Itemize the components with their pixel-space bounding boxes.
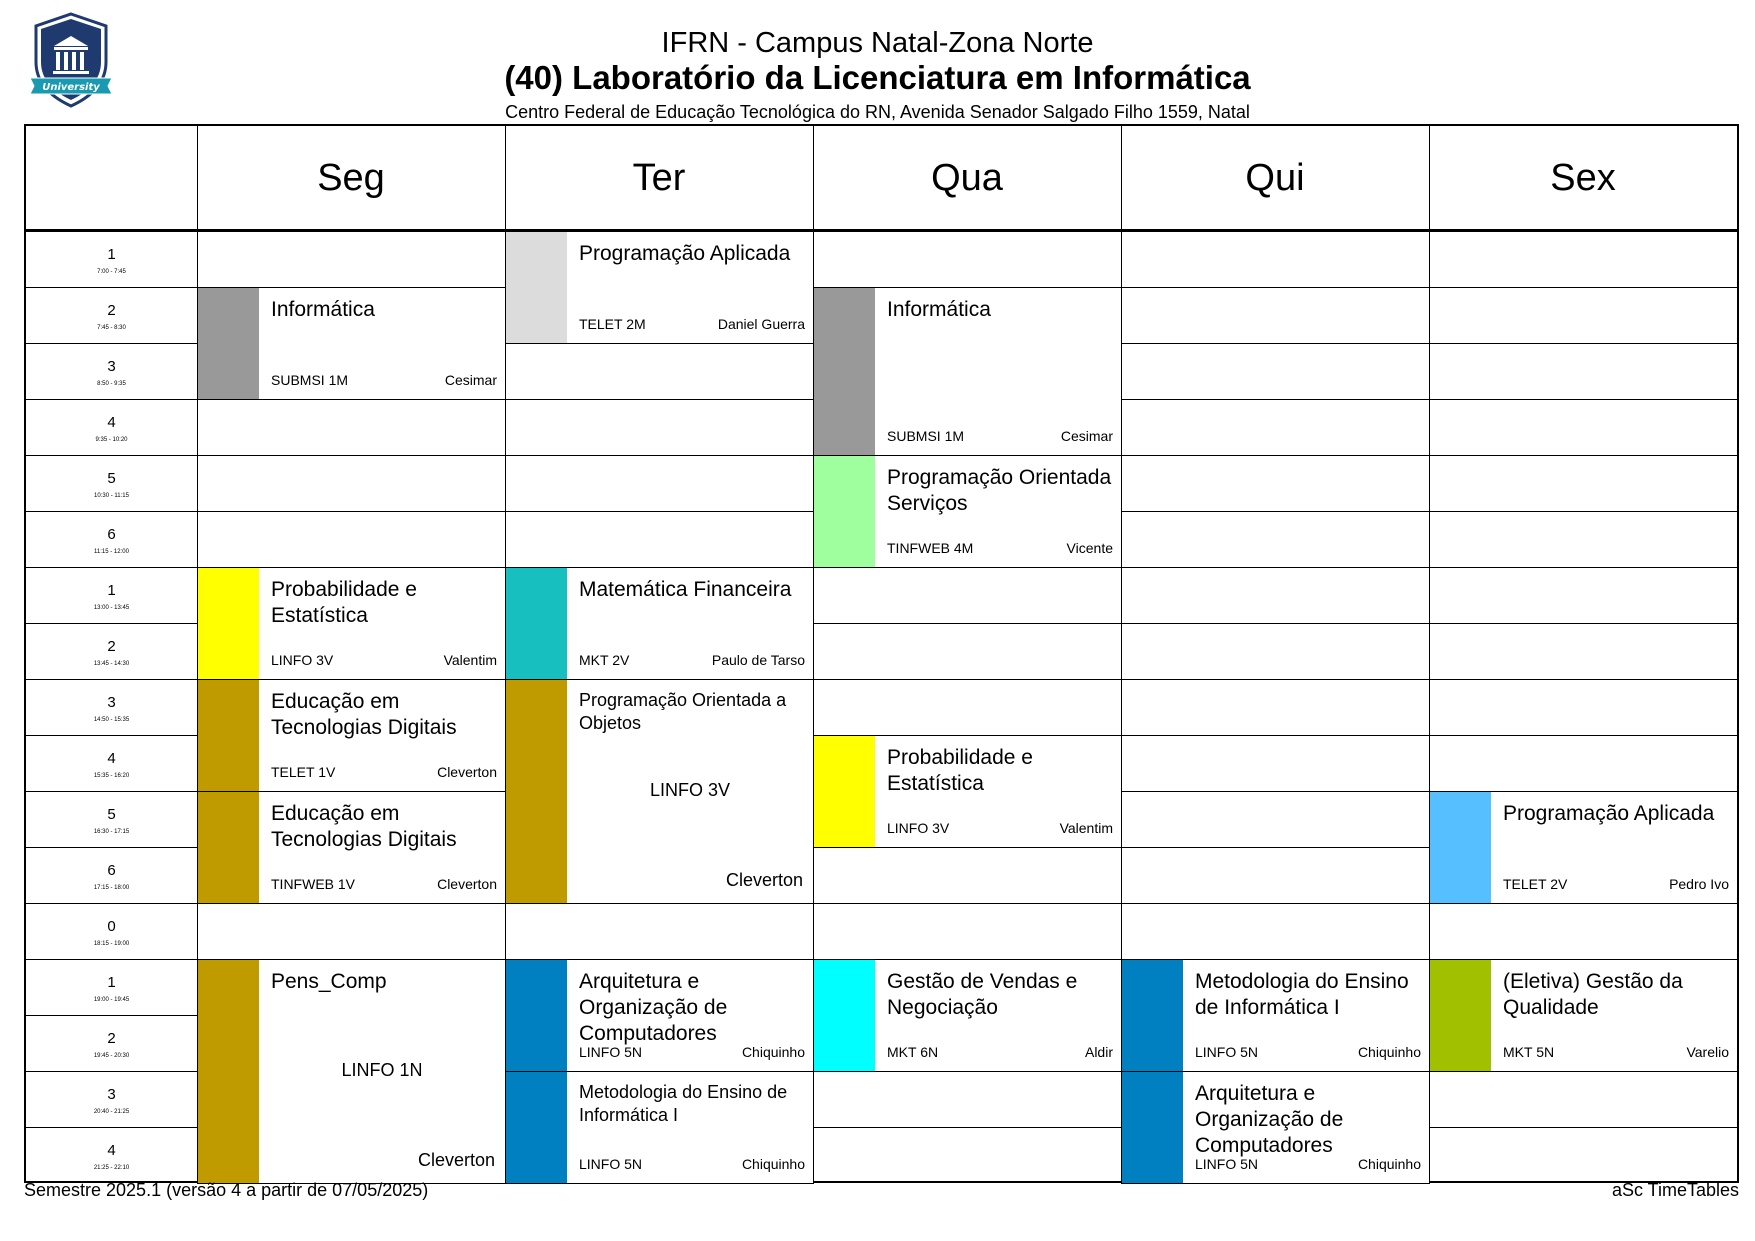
period-number: 2 — [107, 302, 116, 319]
period-number: 4 — [107, 414, 116, 431]
lesson-teacher: Cleverton — [417, 1150, 495, 1170]
lesson-teacher: Chiquinho — [1357, 1044, 1421, 1060]
lesson-card[interactable] — [505, 1071, 814, 1184]
lesson-card[interactable] — [813, 735, 1122, 848]
period-number: 1 — [107, 246, 116, 263]
lesson-teacher: Valentim — [1059, 820, 1113, 836]
lesson-card[interactable] — [505, 567, 814, 680]
period-time: 16:30 - 17:15 — [93, 829, 130, 835]
header-divider — [26, 229, 1737, 232]
subject-color-bar — [506, 680, 567, 903]
lesson-subject: Arquitetura e Organização de Computadores — [1195, 1082, 1344, 1157]
lesson-group: TINFWEB 1V — [271, 876, 356, 892]
lesson-group: SUBMSI 1M — [887, 428, 965, 444]
footer-software: aSc TimeTables — [1611, 1180, 1739, 1200]
period-number: 6 — [107, 862, 116, 879]
lesson-group: LINFO 5N — [1195, 1044, 1259, 1060]
period-time: 8:50 - 9:35 — [97, 381, 126, 387]
period-number: 5 — [107, 806, 116, 823]
period-number: 0 — [107, 918, 116, 935]
address-subtitle: Centro Federal de Educação Tecnológica do RN, Avenida Senador Salgado Filho 1559, Natal — [505, 102, 1250, 122]
lesson-group: MKT 2V — [579, 652, 630, 668]
period-time: 13:45 - 14:30 — [93, 661, 130, 667]
lesson-teacher: Varelio — [1686, 1044, 1729, 1060]
lesson-teacher: Pedro Ivo — [1669, 876, 1729, 892]
lesson-card[interactable] — [197, 791, 506, 904]
lesson-subject: Educação em Tecnologias Digitais — [271, 802, 457, 851]
period-label — [26, 847, 197, 903]
period-time: 11:15 - 12:00 — [94, 549, 129, 555]
period-label — [26, 343, 197, 399]
period-number: 6 — [107, 526, 116, 543]
lesson-group: MKT 5N — [1503, 1044, 1555, 1060]
subject-color-bar — [198, 568, 259, 679]
period-label — [26, 1127, 197, 1183]
subject-color-bar — [198, 288, 259, 399]
period-number: 2 — [107, 1030, 116, 1047]
period-time: 15:35 - 16:20 — [93, 773, 130, 779]
lesson-card[interactable] — [197, 679, 506, 792]
lesson-card[interactable] — [197, 287, 506, 400]
lesson-teacher: Chiquinho — [741, 1044, 805, 1060]
subject-color-bar — [814, 288, 875, 455]
lesson-card[interactable] — [813, 287, 1122, 456]
period-time: 14:50 - 15:35 — [93, 717, 130, 723]
lesson-teacher: Paulo de Tarso — [711, 652, 805, 668]
lesson-subject: Probabilidade e Estatística — [271, 578, 417, 627]
lesson-subject: Programação Orientada a Objetos — [579, 690, 787, 733]
period-time: 20:40 - 21:25 — [93, 1109, 130, 1115]
lesson-group: LINFO 5N — [1195, 1156, 1259, 1172]
lesson-teacher: Chiquinho — [741, 1156, 805, 1172]
period-time: 19:45 - 20:30 — [93, 1053, 130, 1059]
period-number: 3 — [107, 694, 116, 711]
lesson-group: LINFO 5N — [579, 1044, 643, 1060]
lesson-group: SUBMSI 1M — [271, 372, 349, 388]
lesson-teacher: Aldir — [1084, 1044, 1113, 1060]
lesson-card[interactable] — [1429, 791, 1738, 904]
lesson-group: MKT 6N — [887, 1044, 939, 1060]
lesson-group: TELET 1V — [271, 764, 336, 780]
lesson-subject: Pens_Comp — [271, 970, 387, 993]
subject-color-bar — [814, 960, 875, 1071]
period-label — [26, 959, 197, 1015]
lesson-group: LINFO 1N — [341, 1060, 423, 1080]
subject-color-bar — [1430, 960, 1491, 1071]
lesson-group: LINFO 5N — [579, 1156, 643, 1172]
lesson-teacher: Vicente — [1066, 540, 1113, 556]
subject-color-bar — [198, 680, 259, 791]
lesson-card[interactable] — [1121, 1071, 1430, 1184]
subject-color-bar — [506, 960, 567, 1071]
day-header: Qui — [1245, 157, 1305, 199]
day-header: Seg — [317, 157, 385, 199]
period-label — [26, 455, 197, 511]
subject-color-bar — [506, 232, 567, 343]
period-time: 17:15 - 18:00 — [93, 885, 130, 891]
period-label — [26, 1015, 197, 1071]
period-number: 5 — [107, 470, 116, 487]
lesson-subject: (Eletiva) Gestão da Qualidade — [1503, 970, 1683, 1019]
lesson-subject: Arquitetura e Organização de Computadores — [579, 970, 728, 1045]
lesson-subject: Metodologia do Ensino de Informática I — [1195, 970, 1409, 1019]
subject-color-bar — [814, 456, 875, 567]
day-header: Ter — [632, 157, 686, 199]
lesson-subject: Matemática Financeira — [579, 578, 792, 601]
lesson-group: TELET 2V — [1503, 876, 1568, 892]
period-number: 2 — [107, 638, 116, 655]
period-time: 18:15 - 19:00 — [93, 941, 130, 947]
period-label — [26, 231, 197, 287]
lesson-subject: Programação Aplicada — [1503, 802, 1715, 825]
footer-semester: Semestre 2025.1 (versão 4 a partir de 07/05/2025) — [24, 1180, 429, 1200]
lesson-group: TINFWEB 4M — [887, 540, 974, 556]
subject-color-bar — [506, 568, 567, 679]
period-time: 9:35 - 10:20 — [95, 437, 128, 443]
period-label — [26, 791, 197, 847]
period-label — [26, 567, 197, 623]
period-time: 21:25 - 22:10 — [93, 1165, 130, 1171]
period-number: 3 — [107, 1086, 116, 1103]
lesson-teacher: Cesimar — [444, 372, 497, 388]
lesson-subject: Probabilidade e Estatística — [887, 746, 1033, 795]
timetable-grid — [24, 124, 1739, 1183]
period-number: 1 — [107, 974, 116, 991]
lesson-teacher: Cesimar — [1060, 428, 1113, 444]
subject-color-bar — [1122, 1072, 1183, 1183]
lesson-group: LINFO 3V — [887, 820, 950, 836]
lesson-subject: Programação Orientada Serviços — [887, 466, 1112, 515]
campus-title: IFRN - Campus Natal-Zona Norte — [661, 27, 1094, 59]
period-time: 10:30 - 11:15 — [94, 493, 129, 499]
period-label — [26, 623, 197, 679]
logo-text: University — [42, 82, 100, 93]
day-header: Qua — [931, 157, 1003, 199]
lesson-card[interactable] — [505, 679, 814, 904]
subject-color-bar — [198, 792, 259, 903]
subject-color-bar — [506, 1072, 567, 1183]
lesson-subject: Informática — [887, 298, 991, 321]
period-label — [26, 399, 197, 455]
period-number: 4 — [107, 750, 116, 767]
subject-color-bar — [814, 736, 875, 847]
period-label — [26, 679, 197, 735]
period-time: 7:00 - 7:45 — [97, 269, 126, 275]
lesson-card[interactable] — [505, 959, 814, 1072]
period-label — [26, 735, 197, 791]
lesson-card[interactable] — [197, 959, 506, 1184]
lesson-card[interactable] — [1121, 959, 1430, 1072]
lesson-card[interactable] — [197, 567, 506, 680]
period-time: 19:00 - 19:45 — [93, 997, 130, 1003]
period-label — [26, 511, 197, 567]
period-time: 7:45 - 8:30 — [97, 325, 126, 331]
lesson-group: TELET 2M — [579, 316, 646, 332]
day-header: Sex — [1550, 157, 1616, 199]
subject-color-bar — [1122, 960, 1183, 1071]
lesson-teacher: Chiquinho — [1357, 1156, 1421, 1172]
lesson-card[interactable] — [813, 959, 1122, 1072]
lesson-teacher: Cleverton — [725, 870, 803, 890]
lesson-teacher: Valentim — [443, 652, 497, 668]
lesson-subject: Educação em Tecnologias Digitais — [271, 690, 457, 739]
period-number: 4 — [107, 1142, 116, 1159]
lesson-card[interactable] — [1429, 959, 1738, 1072]
period-time: 13:00 - 13:45 — [93, 605, 130, 611]
lesson-teacher: Daniel Guerra — [717, 316, 805, 332]
period-label — [26, 1071, 197, 1127]
period-number: 1 — [107, 582, 116, 599]
period-label — [26, 287, 197, 343]
lesson-group: LINFO 3V — [649, 780, 731, 800]
room-title: (40) Laboratório da Licenciatura em Informática — [504, 59, 1251, 96]
lesson-teacher: Cleverton — [437, 876, 497, 892]
lesson-subject: Metodologia do Ensino de Informática I — [579, 1082, 788, 1125]
period-number: 3 — [107, 358, 116, 375]
lesson-card[interactable] — [813, 455, 1122, 568]
lesson-group: LINFO 3V — [271, 652, 334, 668]
lesson-card[interactable] — [505, 231, 814, 344]
lesson-teacher: Cleverton — [437, 764, 497, 780]
lesson-subject: Programação Aplicada — [579, 242, 791, 265]
subject-color-bar — [1430, 792, 1491, 903]
period-label — [26, 903, 197, 959]
lesson-subject: Gestão de Vendas e Negociação — [887, 970, 1078, 1019]
lesson-subject: Informática — [271, 298, 375, 321]
subject-color-bar — [198, 960, 259, 1183]
